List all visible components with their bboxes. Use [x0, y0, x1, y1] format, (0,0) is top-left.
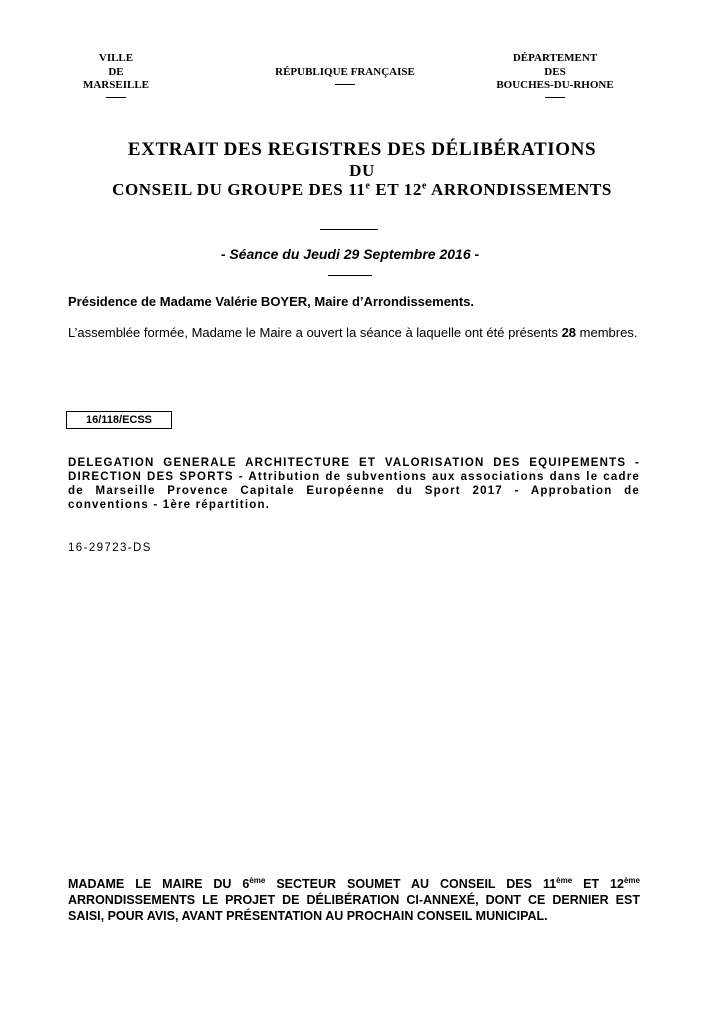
- title-line3-sup1: e: [365, 180, 371, 192]
- header-ville-line2: DE: [108, 65, 124, 78]
- reference-box: 16/118/ECSS: [66, 411, 172, 429]
- header-departement-line1: DÉPARTEMENT: [512, 52, 598, 64]
- final-sup3: ème: [623, 876, 640, 885]
- title-line3-b: ET 12: [370, 180, 423, 199]
- header-departement-rule: [545, 97, 565, 98]
- header-republique: [250, 66, 440, 85]
- final-part4: ARRONDISSEMENTS LE PROJET DE DÉLIBÉRATION CI-ANNEXÉ, DONT CE DERNIER EST SAISI, POUR AVIS, AVANT PRÉSENTATION AU PROCHAIN CONSEIL MUNICIPAL.: [68, 893, 640, 924]
- final-sup2: ème: [556, 876, 573, 885]
- title-line3-c: ARRONDISSEMENTS: [427, 180, 612, 199]
- title-line3-sup2: e: [422, 180, 428, 192]
- title-line3: [0, 180, 724, 200]
- assemblee-text-before: L’assemblée formée, Madame le Maire a ouvert la séance à laquelle ont été présents: [68, 325, 562, 340]
- header-ville-line1: VILLE: [98, 52, 134, 64]
- header-ville: [66, 52, 166, 98]
- seance-date: - Séance du Jeudi 29 Septembre 2016 -: [220, 246, 480, 262]
- assemblee-text-after: membres.: [576, 325, 638, 340]
- header-republique-rule: [335, 84, 355, 85]
- assemblee-count: 28: [561, 325, 577, 340]
- final-part1: MADAME LE MAIRE DU 6: [68, 877, 250, 892]
- header-ville-line3: MARSEILLE: [82, 79, 150, 91]
- header-republique-text: RÉPUBLIQUE FRANÇAISE: [275, 66, 415, 78]
- presidence-text: Présidence de Madame Valérie BOYER, Maire d’Arrondissements.: [68, 294, 475, 309]
- final-part3: ET 12: [572, 877, 624, 892]
- header-departement-line2: DES: [544, 65, 566, 78]
- title-line1: EXTRAIT DES REGISTRES DES DÉLIBÉRATIONS: [127, 139, 597, 160]
- delegation-text: DELEGATION GENERALE ARCHITECTURE ET VALORISATION DES EQUIPEMENTS - DIRECTION DES SPORTS - Attribution de subventions aux associations dans le cadre de Marseille Provence Capitale Européenne du Sport 2017 - Approbation de conventions - 1ère répartition.: [68, 457, 640, 511]
- dossier-code: 16-29723-DS: [68, 542, 152, 554]
- header-departement-line3: BOUCHES-DU-RHONE: [496, 79, 614, 91]
- final-part2: SECTEUR SOUMET AU CONSEIL DES 11: [265, 877, 557, 892]
- final-statement: [68, 873, 640, 924]
- header-ville-rule: [106, 97, 126, 98]
- header-departement: [480, 52, 630, 98]
- title-line2: DU: [349, 161, 375, 180]
- assemblee-text: [68, 325, 637, 340]
- title-line3-a: CONSEIL DU GROUPE DES 11: [112, 180, 366, 199]
- title-divider: [320, 229, 378, 230]
- final-sup1: ème: [249, 876, 266, 885]
- seance-divider: [328, 275, 372, 276]
